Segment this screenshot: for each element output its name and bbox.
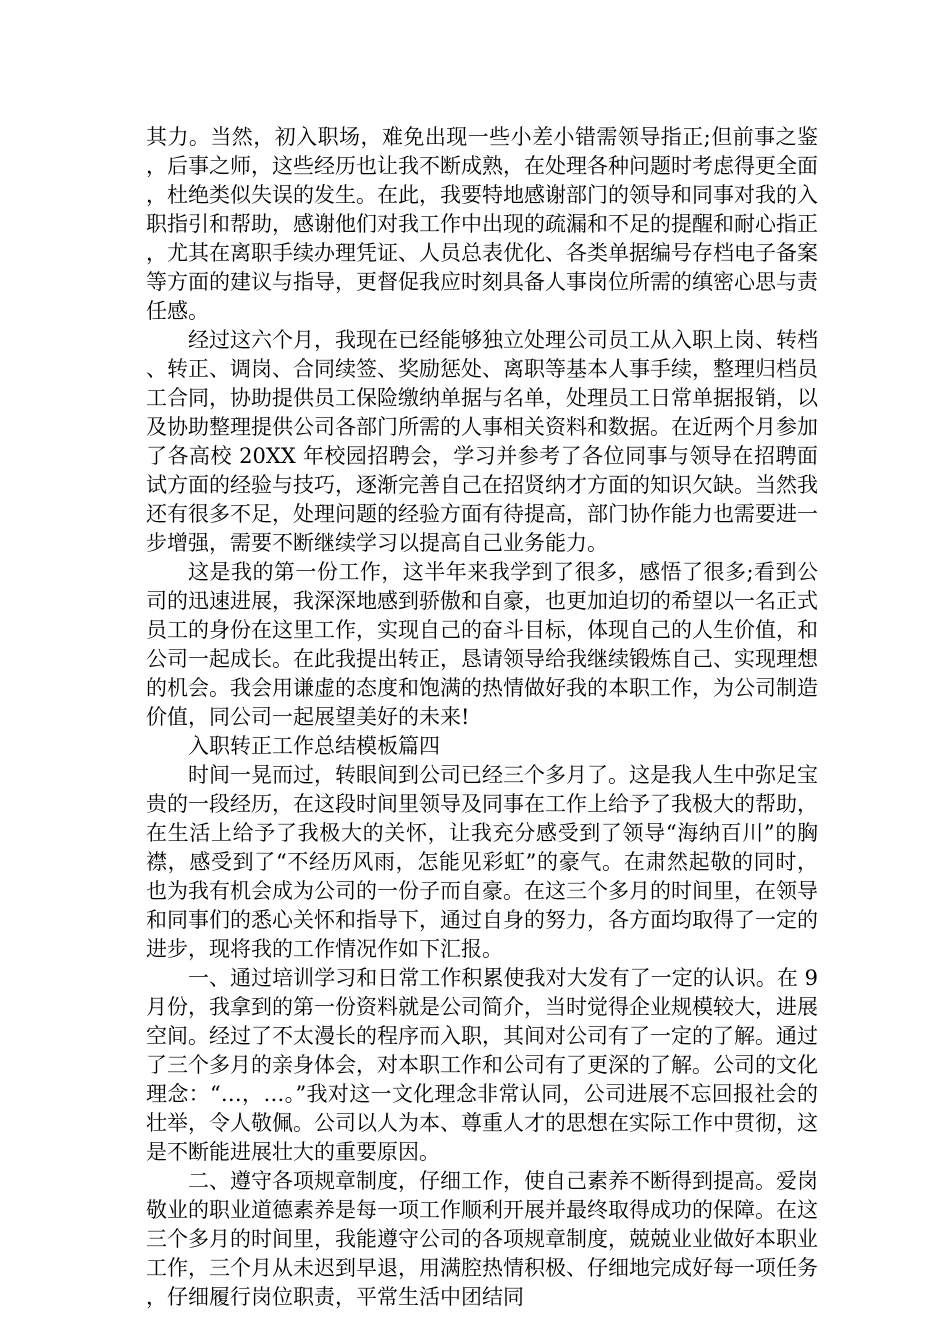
paragraph-3: 这是我的第一份工作，这半年来我学到了很多，感悟了很多;看到公司的迅速进展，我深深地感到骄傲和自豪，也更加迫切的希望以一名正式员工的身份在这里工作，实现自己的奋斗目标，体现自己的人生价值，和公司一起成长。在此我提出转正，恳请领导给我继续锻炼自己、实现理想的机会。我会用谦虚的态度和饱满的热情做好我的本职工作，为公司制造价值，同公司一起展望美好的未来! bbox=[146, 560, 818, 729]
section-heading: 入职转正工作总结模板篇四 bbox=[188, 734, 440, 758]
paragraph-5: 一、通过培训学习和日常工作积累使我对大发有了一定的认识。在 9 月份，我拿到的第一份资料就是公司简介，当时觉得企业规模较大，进展空间。经过了不太漫长的程序而入职，其间对公司有了一定的了解。通过了三个多月的亲身体会，对本职工作和公司有了更深的了解。公司的文化理念：“…，…。”我对这一文化理念非常认同，公司进展不忘回报社会的壮举，令人敬佩。公司以人为本、尊重人才的思想在实际工作中贯彻，这是不断能进展壮大的重要原因。 bbox=[146, 966, 818, 1164]
paragraph-4: 时间一晃而过，转眼间到公司已经三个多月了。这是我人生中弥足宝贵的一段经历，在这段时间里领导及同事在工作上给予了我极大的帮助，在生活上给予了我极大的关怀，让我充分感受到了领导“海纳百川”的胸襟，感受到了“不经历风雨，怎能见彩虹”的豪气。在肃然起敬的同时，也为我有机会成为公司的一份子而自豪。在这三个多月的时间里，在领导和同事们的悉心关怀和指导下，通过自身的努力，各方面均取得了一定的进步，现将我的工作情况作如下汇报。 bbox=[146, 763, 818, 961]
paragraph-1: 其力。当然，初入职场，难免出现一些小差小错需领导指正;但前事之鉴，后事之师，这些经历也让我不断成熟，在处理各种问题时考虑得更全面，杜绝类似失误的发生。在此，我要特地感谢部门的领导和同事对我的入职指引和帮助，感谢他们对我工作中出现的疏漏和不足的提醒和耐心指正，尤其在离职手续办理凭证、人员总表优化、各类单据编号存档电子备案等方面的建议与指导，更督促我应时刻具备人事岗位所需的缜密心思与责任感。 bbox=[146, 125, 818, 323]
document-page bbox=[146, 123, 818, 1312]
paragraph-2: 经过这六个月，我现在已经能够独立处理公司员工从入职上岗、转档、转正、调岗、合同续签、奖励惩处、离职等基本人事手续，整理归档员工合同，协助提供员工保险缴纳单据与名单，处理员工日常单据报销，以及协助整理提供公司各部门所需的人事相关资料和数据。在近两个月参加了各高校 20XX 年校园招聘会，学习并参考了各位同事与领导在招聘面试方面的经验与技巧，逐渐完善自己在招贤纳才方面的知识欠缺。当然我还有很多不足，处理问题的经验方面有待提高，部门协作能力也需要进一步增强，需要不断继续学习以提高自己业务能力。 bbox=[146, 328, 818, 555]
paragraph-6: 二、遵守各项规章制度，仔细工作，使自己素养不断得到提高。爱岗敬业的职业道德素养是每一项工作顺利开展并最终取得成功的保障。在这三个多月的时间里，我能遵守公司的各项规章制度，兢兢业业做好本职业工作，三个月从未迟到早退，用满腔热情积极、仔细地完成好每一项任务，仔细履行岗位职责，平常生活中团结同 bbox=[146, 1169, 818, 1309]
